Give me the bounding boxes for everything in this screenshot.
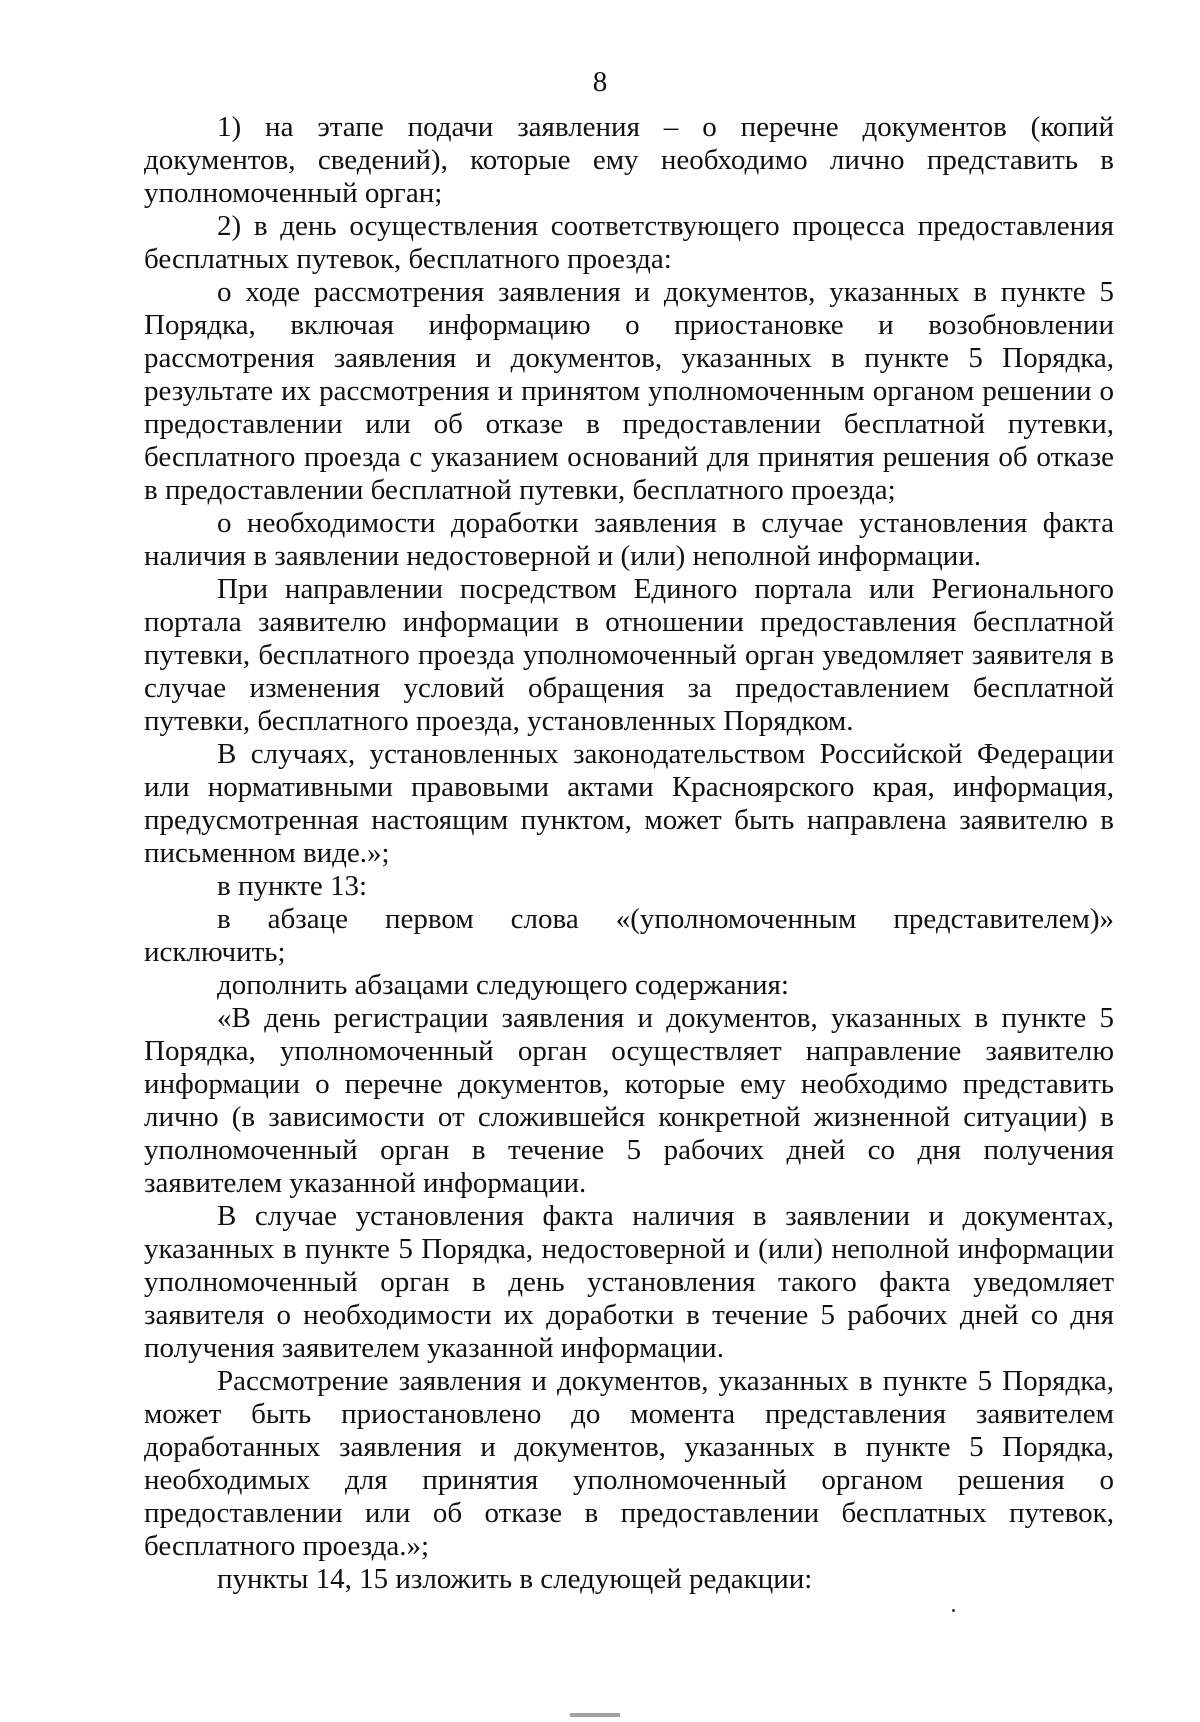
paragraph-6: В случаях, установленных законодательством Российской Федерации или нормативными правовыми актами Красноярского края, информация, предусмотренная настоящим пунктом, может быть направлена заявителю в письменном виде.»; (144, 738, 1114, 869)
scan-smudge (570, 1713, 620, 1717)
page-number: 8 (592, 66, 608, 98)
paragraph-5: При направлении посредством Единого портала или Регионального портала заявителю информации в отношении предоставления бесплатной путевки, бесплатного проезда уполномоченный орган уведомляет заявителя в случае изменения условий обращения за предоставлением бесплатной путевки, бесплатного проезда, установленных Порядком. (144, 573, 1114, 737)
paragraph-4: о необходимости доработки заявления в случае установления факта наличия в заявлении недостоверной и (или) неполной информации. (144, 507, 1114, 572)
paragraph-8: в абзаце первом слова «(уполномоченным представителем)» исключить; (144, 903, 1114, 968)
scan-speck (952, 1609, 955, 1612)
paragraph-13: пункты 14, 15 изложить в следующей редакции: (217, 1563, 813, 1595)
paragraph-11: В случае установления факта наличия в заявлении и документах, указанных в пункте 5 Порядка, недостоверной и (или) неполной информации уполномоченный орган в день установления такого факта уведомляет заявителя о необходимости их доработки в течение 5 рабочих дней со дня получения заявителем указанной информации. (144, 1200, 1114, 1364)
paragraph-12: Рассмотрение заявления и документов, указанных в пункте 5 Порядка, может быть приостановлено до момента представления заявителем доработанных заявления и документов, указанных в пункте 5 Порядка, необходимых для принятия уполномоченный органом решения о предоставлении или об отказе в предоставлении бесплатных путевок, бесплатного проезда.»; (144, 1365, 1114, 1562)
paragraph-9: дополнить абзацами следующего содержания: (217, 969, 789, 1001)
paragraph-1: 1) на этапе подачи заявления – о перечне документов (копий документов, сведений), которые ему необходимо лично представить в уполномоченный орган; (144, 111, 1114, 209)
paragraph-7: в пункте 13: (217, 870, 368, 902)
document-body (144, 111, 1114, 1596)
paragraph-2: 2) в день осуществления соответствующего процесса предоставления бесплатных путевок, бесплатного проезда: (144, 210, 1114, 275)
paragraph-10: «В день регистрации заявления и документов, указанных в пункте 5 Порядка, уполномоченный орган осуществляет направление заявителю информации о перечне документов, которые ему необходимо представить лично (в зависимости от сложившейся конкретной жизненной ситуации) в уполномоченный орган в течение 5 рабочих дней со дня получения заявителем указанной информации. (144, 1002, 1114, 1199)
paragraph-3: о ходе рассмотрения заявления и документов, указанных в пункте 5 Порядка, включая информацию о приостановке и возобновлении рассмотрения заявления и документов, указанных в пункте 5 Порядка, результате их рассмотрения и принятом уполномоченным органом решении о предоставлении или об отказе в предоставлении бесплатной путевки, бесплатного проезда с указанием оснований для принятия решения об отказе в предоставлении бесплатной путевки, бесплатного проезда; (144, 276, 1114, 506)
